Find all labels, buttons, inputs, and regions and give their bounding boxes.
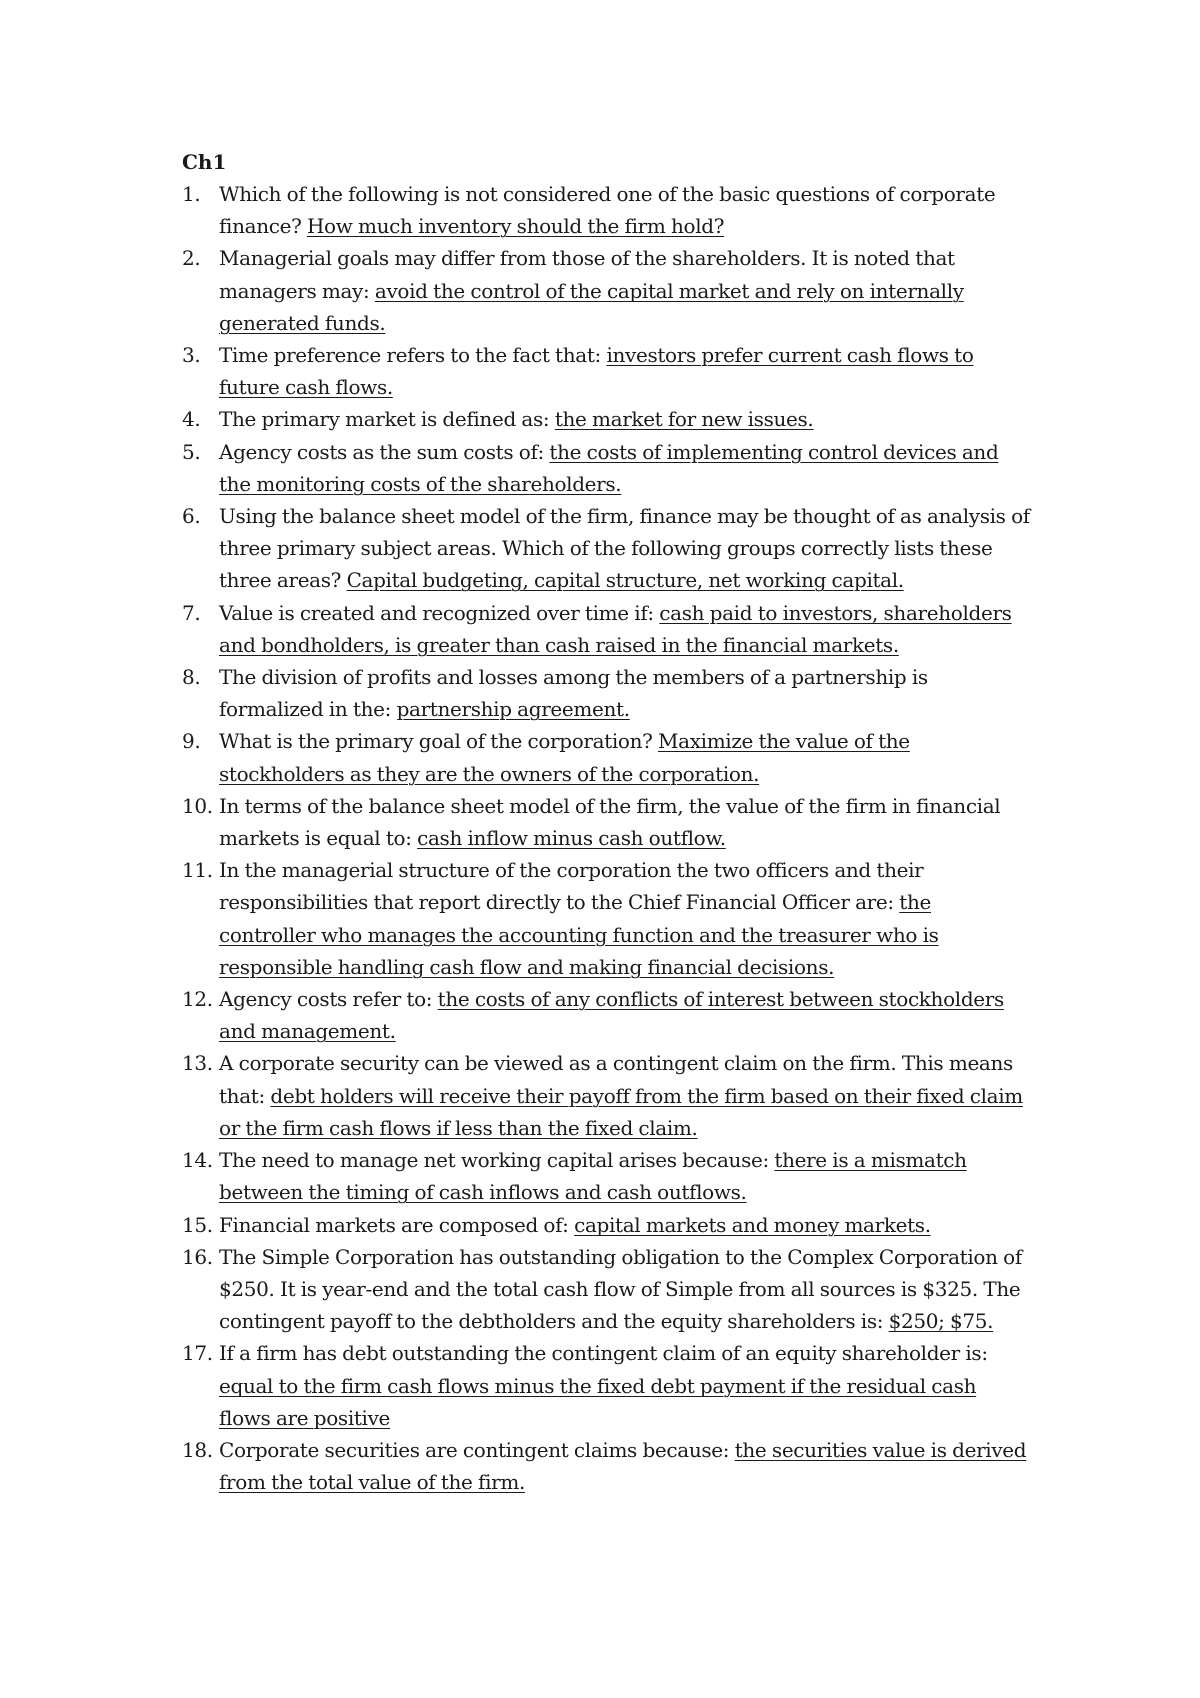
- question-number: 3.: [182, 343, 201, 368]
- answer-text: Capital budgeting, capital structure, net working capital.: [346, 568, 904, 593]
- question-text: In the managerial structure of the corporation the two officers and their responsibilities that report directly to the Chief Financial Officer are:: [219, 858, 924, 915]
- question-text: If a firm has debt outstanding the contingent claim of an equity shareholder is:: [219, 1341, 988, 1366]
- question-number: 2.: [182, 246, 201, 271]
- question-number: 18.: [182, 1437, 213, 1462]
- question-text: Value is created and recognized over time if:: [219, 600, 654, 625]
- list-item: [182, 339, 1032, 403]
- answer-text: Maximize the value of the stockholders as they are the owners of the corporation.: [219, 729, 910, 786]
- list-item: [182, 242, 1032, 339]
- question-text: The primary market is defined as:: [219, 407, 550, 432]
- answer-text: equal to the firm cash flows minus the fixed debt payment if the residual cash flows are positive: [219, 1373, 977, 1430]
- list-item: [182, 1434, 1032, 1498]
- question-text: Agency costs refer to:: [219, 987, 433, 1012]
- question-text: The Simple Corporation has outstanding obligation to the Complex Corporation of $250. It is year-end and the total cash flow of Simple from all sources is $325. The contingent payoff to the debtholders and the equity shareholders is:: [219, 1244, 1022, 1334]
- question-number: 1.: [182, 182, 201, 206]
- question-text: Which of the following is not considered one of the basic questions of corporate finance?: [219, 182, 996, 239]
- question-list: [182, 178, 1032, 1498]
- question-number: 8.: [182, 665, 201, 690]
- list-item: [182, 597, 1032, 661]
- answer-text: cash paid to investors, shareholders and bondholders, is greater than cash raised in the financial markets.: [219, 600, 1012, 657]
- answer-text: cash inflow minus cash outflow.: [417, 826, 726, 851]
- list-item: [182, 725, 1032, 789]
- answer-text: How much inventory should the firm hold?: [306, 214, 725, 239]
- answer-text: the securities value is derived from the total value of the firm.: [219, 1437, 1027, 1495]
- list-item: [182, 178, 1032, 242]
- question-text: The division of profits and losses among the members of a partnership is formalized in the:: [219, 665, 928, 722]
- answer-text: debt holders will receive their payoff from the firm based on their fixed claim or the firm cash flows if less than the fixed claim.: [219, 1083, 1023, 1140]
- question-number: 7.: [182, 600, 201, 625]
- question-text: What is the primary goal of the corporation?: [219, 729, 653, 754]
- question-number: 12.: [182, 987, 213, 1012]
- list-item: [182, 1241, 1032, 1338]
- question-number: 11.: [182, 858, 213, 883]
- answer-text: $250; $75.: [888, 1309, 994, 1334]
- answer-text: there is a mismatch between the timing of cash inflows and cash outflows.: [219, 1148, 967, 1205]
- list-item: [182, 1047, 1032, 1144]
- question-text: Managerial goals may differ from those of the shareholders. It is noted that managers may:: [219, 246, 955, 303]
- chapter-heading: Ch1: [182, 150, 227, 174]
- list-item: [182, 1209, 1032, 1241]
- question-number: 13.: [182, 1051, 213, 1076]
- question-number: 5.: [182, 439, 201, 464]
- question-number: 14.: [182, 1148, 213, 1173]
- question-number: 10.: [182, 793, 213, 818]
- list-item: [182, 500, 1032, 597]
- answer-text: avoid the control of the capital market and rely on internally generated funds.: [219, 278, 964, 335]
- question-number: 17.: [182, 1341, 213, 1366]
- question-number: 6.: [182, 504, 201, 529]
- answer-text: the costs of implementing control devices and the monitoring costs of the shareholders.: [219, 439, 999, 496]
- list-item: [182, 1337, 1032, 1434]
- question-number: 4.: [182, 407, 201, 432]
- question-text: Using the balance sheet model of the firm, finance may be thought of as analysis of three primary subject areas. Which of the following groups correctly lists these three areas?: [219, 504, 1030, 593]
- question-text: A corporate security can be viewed as a contingent claim on the firm. This means that:: [219, 1051, 1013, 1108]
- question-text: In terms of the balance sheet model of the firm, the value of the firm in financial markets is equal to:: [219, 793, 1001, 851]
- question-text: Agency costs as the sum costs of:: [219, 439, 544, 464]
- list-item: [182, 1144, 1032, 1208]
- question-number: 9.: [182, 729, 201, 754]
- list-item: [182, 790, 1032, 854]
- question-number: 15.: [182, 1212, 213, 1237]
- list-item: [182, 436, 1032, 500]
- list-item: [182, 661, 1032, 725]
- list-item: [182, 983, 1032, 1047]
- answer-text: the market for new issues.: [554, 407, 814, 432]
- answer-text: partnership agreement.: [396, 697, 630, 722]
- question-text: Corporate securities are contingent claims because:: [219, 1437, 730, 1462]
- answer-text: the controller who manages the accounting function and the treasurer who is responsible handling cash flow and making financial decisions.: [219, 890, 939, 979]
- list-item: [182, 854, 1032, 983]
- question-text: Financial markets are composed of:: [219, 1212, 569, 1237]
- list-item: [182, 403, 1032, 435]
- question-text: Time preference refers to the fact that:: [219, 343, 601, 368]
- document-content: [182, 146, 1032, 1498]
- answer-text: investors prefer current cash flows to future cash flows.: [219, 343, 974, 400]
- question-number: 16.: [182, 1244, 213, 1269]
- answer-text: capital markets and money markets.: [574, 1212, 931, 1237]
- question-text: The need to manage net working capital arises because:: [219, 1148, 769, 1173]
- answer-text: the costs of any conflicts of interest between stockholders and management.: [219, 987, 1004, 1044]
